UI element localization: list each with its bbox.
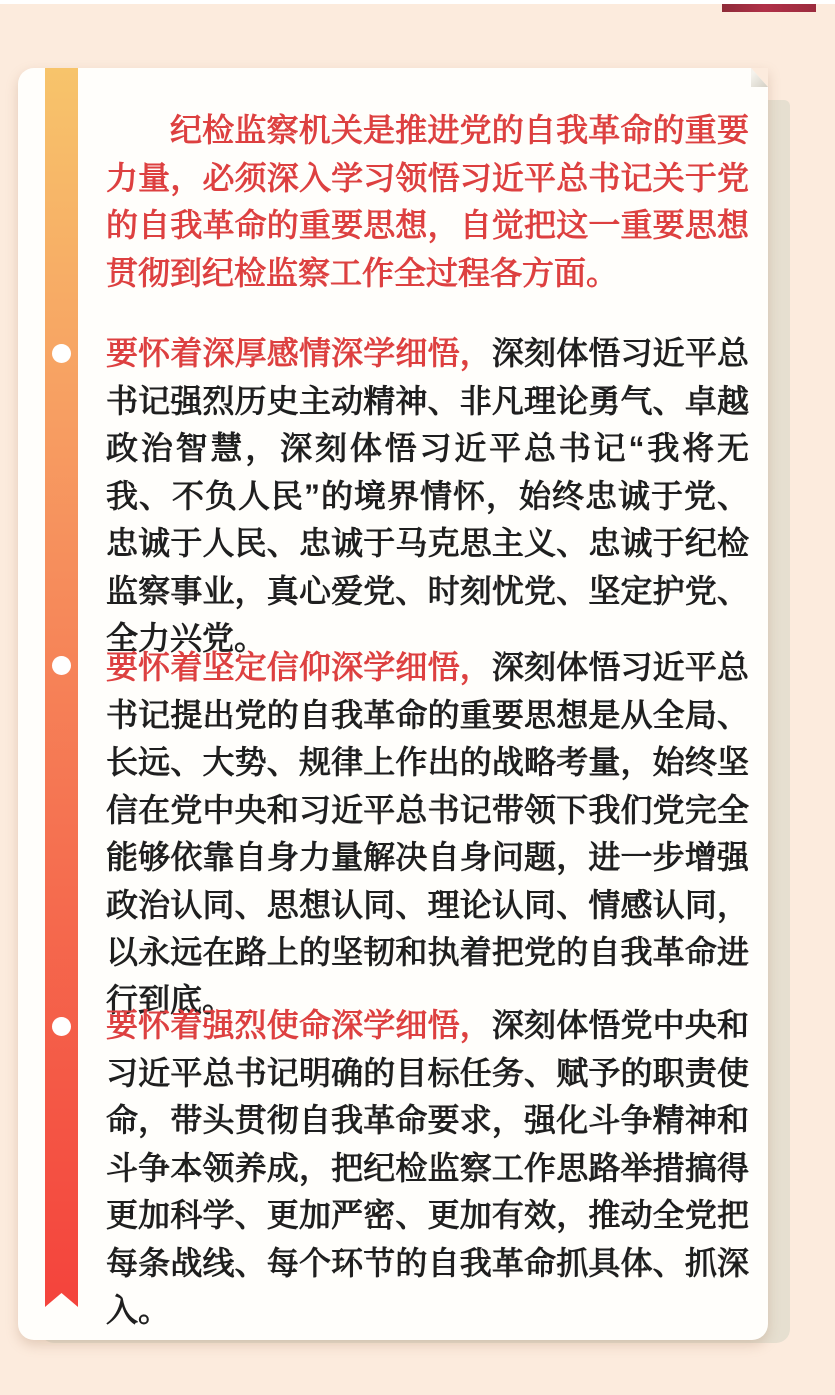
bullet-body-1: 深刻体悟习近平总书记强烈历史主动精神、非凡理论勇气、卓越政治智慧，深刻体悟习近平总书记“我将无我、不负人民”的境界情怀，始终忠诚于党、忠诚于人民、忠诚于马克思主义、忠诚于纪检监察事业，真心爱党、时刻忧党、坚定护党、全力兴党。 — [106, 335, 749, 656]
bullet-body-3: 深刻体悟党中央和习近平总书记明确的目标任务、赋予的职责使命，带头贯彻自我革命要求，强化斗争精神和斗争本领养成，把纪检监察工作思路举措搞得更加科学、更加严密、更加有效，推动全党把每条战线、每个环节的自我革命抓具体、抓深入。 — [106, 1007, 749, 1328]
top-red-bar — [722, 4, 816, 12]
bullet-paragraph-2 — [106, 644, 749, 1024]
bullet-lead-1: 要怀着深厚感情深学细悟， — [106, 335, 492, 371]
ribbon-bookmark-icon — [45, 68, 78, 1307]
bullet-body-2: 深刻体悟习近平总书记提出党的自我革命的重要思想是从全局、长远、大势、规律上作出的战略考量，始终坚信在党中央和习近平总书记带领下我们党完全能够依靠自身力量解决自身问题，进一步增强政治认同、思想认同、理论认同、情感认同，以永远在路上的坚韧和执着把党的自我革命进行到底。 — [106, 649, 749, 1018]
bullet-paragraph-1 — [106, 330, 749, 663]
intro-paragraph: 纪检监察机关是推进党的自我革命的重要力量，必须深入学习领悟习近平总书记关于党的自我革命的重要思想，自觉把这一重要思想贯彻到纪检监察工作全过程各方面。 — [106, 112, 749, 291]
bullet-paragraph-3 — [106, 1002, 749, 1335]
bullet-dot-icon — [52, 656, 71, 675]
bullet-lead-2: 要怀着坚定信仰深学细悟， — [106, 649, 492, 685]
top-white-strip — [0, 0, 835, 4]
page-fold-corner — [751, 68, 768, 87]
bullet-dot-icon — [52, 1017, 71, 1036]
bullet-lead-3: 要怀着强烈使命深学细悟， — [106, 1007, 492, 1043]
bullet-dot-icon — [52, 344, 71, 363]
